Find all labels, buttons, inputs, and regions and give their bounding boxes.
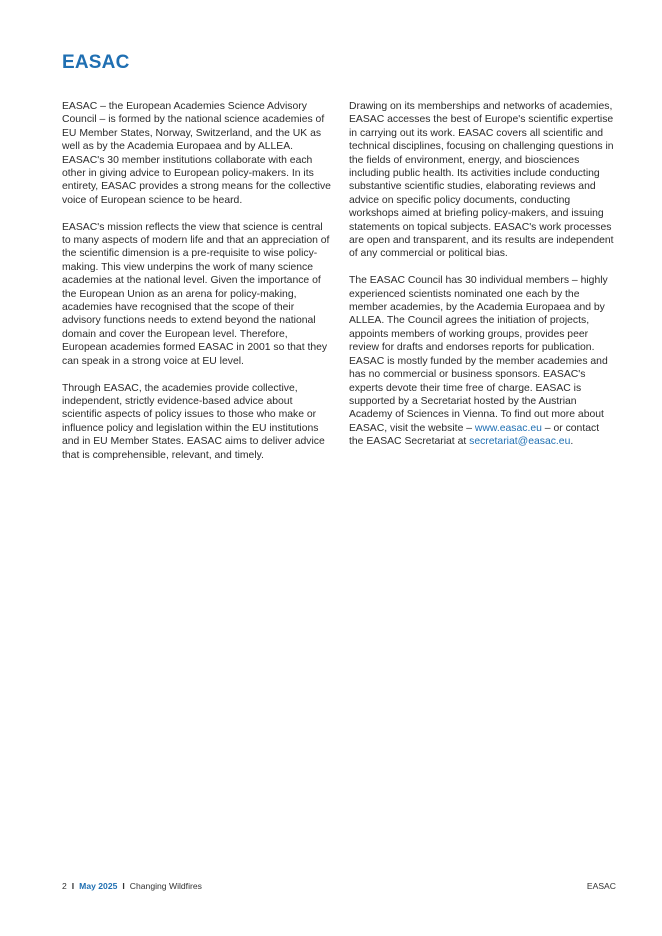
page-footer <box>62 881 616 891</box>
footer-left <box>62 881 202 891</box>
paragraph-mission: EASAC's mission reflects the view that science is central to many aspects of modern life and that an appreciation of the scientific dimension is a pre-requisite to wise policy-making. This view underpins the work of many science academies at the national level. Given the importance of the European Union as an arena for policy-making, academies have recognised that the scope of their advisory functions needs to extend beyond the national domain and cover the European level. Therefore, European academies formed EASAC in 2001 so that they can speak in a strong voice at EU level. <box>62 221 330 367</box>
footer-date: May 2025 <box>79 881 118 891</box>
footer-separator: I <box>71 881 75 891</box>
paragraph-intro: EASAC – the European Academies Science Advisory Council – is formed by the national science academies of EU Member States, Norway, Switzerland, and the UK as well as by the Academia Europaea and by ALLEA. EASAC's 30 member institutions collaborate with each other in giving advice to European policy-makers. In its entirety, EASAC provides a strong means for the collective voice of European science to be heard. <box>62 101 331 206</box>
council-text: The EASAC Council has 30 individual members – highly experienced scientists nominated one each by the member academies, by the Academia Europaea and by ALLEA. The Council agrees the initiation of projects, appoints members of working groups, provides peer review for drafts and endorses reports for publication. EASAC is mostly funded by the member academies and has no commercial or business sponsors. EASAC's experts devote their time free of charge. EASAC is supported by a Secretariat hosted by the Austrian Academy of Sciences in Vienna. To find out more about EASAC, visit the website – <box>349 275 608 434</box>
right-column <box>349 100 615 462</box>
council-text-contact: – or contact the EASAC Secretariat at <box>349 422 600 448</box>
paragraph-advice: Through EASAC, the academies provide collective, independent, strictly evidence-based advice about scientific aspects of policy issues to those who make or influence policy and legislation within the EU institutions and in EU Member States. EASAC aims to deliver advice that is comprehensible, relevant, and timely. <box>62 382 325 461</box>
page-title: EASAC <box>62 52 130 73</box>
paragraph-council <box>349 274 615 448</box>
footer-org: EASAC <box>586 881 616 891</box>
left-column <box>62 100 332 475</box>
footer-separator: I <box>122 881 125 891</box>
council-text-end: . <box>570 436 574 448</box>
website-link[interactable]: www.easac.eu <box>474 422 542 434</box>
paragraph-networks: Drawing on its memberships and networks of academies, EASAC accesses the best of Europe's scientific expertise in carrying out its work. EASAC covers all scientific and technical disciplines, focusing on challenging questions in the fields of environment, energy, and biosciences including public health. Its activities include conducting substantive scientific studies, elaborating reviews and advice on specific policy documents, conducting workshops aimed at briefing policy-makers, and issuing statements on topical subjects. EASAC's work processes are open and transparent, and its results are independent of any commercial or political bias. <box>349 101 614 260</box>
email-link[interactable]: secretariat@easac.eu <box>469 436 571 448</box>
report-title: Changing Wildfires <box>129 881 202 891</box>
page-number: 2 <box>62 881 67 891</box>
